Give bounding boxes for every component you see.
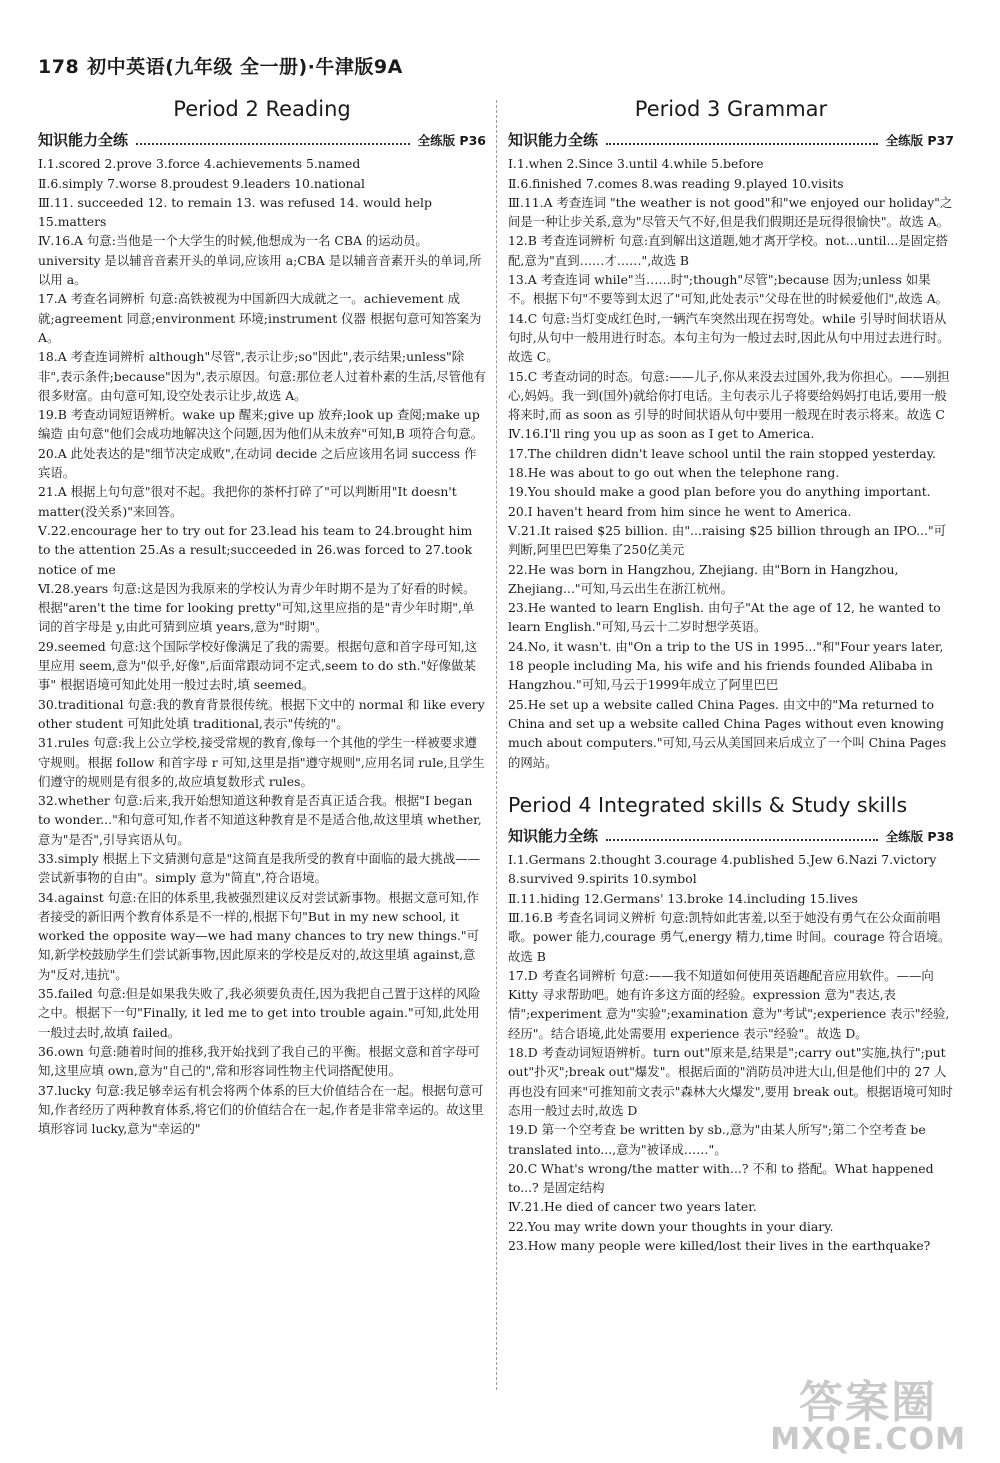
answer-line: 17.The children didn't leave school until the rain stopped yesterday. bbox=[508, 445, 936, 461]
watermark-url: MXQE.COM bbox=[770, 1422, 966, 1457]
answer-line: Ⅰ.1.Germans 2.thought 3.courage 4.published 5.Jew 6.Nazi 7.victory 8.survived 9.spirits 10.symbol bbox=[508, 852, 937, 887]
answer-line: Ⅱ.6.finished 7.comes 8.was reading 9.played 10.visits bbox=[508, 175, 844, 191]
answer-line: 21.A 根据上句句意"很对不起。我把你的茶杯打碎了"可以判断用"It doesn't matter(没关系)"来回答。 bbox=[38, 484, 457, 519]
answer-line: Ⅲ.11.A 考查连词 "the weather is not good"和"we enjoyed our holiday"之间是一种让步关系,意为"尽管天气不好,但是我们假期还是玩得很愉快"。故选 A。 bbox=[508, 194, 953, 230]
section-label: 知识能力全练 bbox=[508, 826, 599, 845]
section-header bbox=[508, 131, 954, 150]
section-header bbox=[508, 827, 954, 846]
answer-line: 32.whether 句意:后来,我开始想知道这种教育是否真正适合我。根据"I began to wonder..."和句意可知,作者不知道这种教育是不是适合他,故这里填 whether,意为"是否",引导宾语从句。 bbox=[38, 793, 482, 847]
dotted-leader bbox=[606, 133, 878, 145]
answer-line: Ⅳ.16.A 句意:当他是一个大学生的时候,他想成为一名 CBA 的运动员。university 是以辅音音素开头的单词,应该用 a;CBA 是以辅音音素开头的单词,所以用 a。 bbox=[38, 233, 482, 288]
answer-list bbox=[508, 850, 954, 1255]
answer-line: 18.He was about to go out when the telephone rang. bbox=[508, 465, 840, 481]
answer-line: 31.rules 句意:我上公立学校,接受常规的教育,像每一个其他的学生一样被要求遵守规则。根据 follow 和首字母 r 可知,这里是指"遵守规则",应用名词 rule,且学生们遵守的规则是有很多的,故应填复数形式 rules。 bbox=[38, 735, 485, 789]
answer-line: 29.seemed 句意:这个国际学校好像满足了我的需要。根据句意和首字母可知,这里应用 seem,意为"似乎,好像",后面常跟动词不定式,seem to do sth."好像做某事" 根据语境可知此处用一般过去时,填 seemed。 bbox=[38, 638, 478, 693]
answer-line: Ⅴ.21.It raised $25 billion. 由"...raising $25 billion through an IPO..."可判断,阿里巴巴筹集了250亿美元 bbox=[508, 522, 947, 558]
period-3-title: Period 3 Grammar bbox=[634, 97, 828, 121]
left-column bbox=[38, 92, 486, 1138]
section-header bbox=[38, 131, 486, 150]
section-label: 知识能力全练 bbox=[508, 131, 599, 149]
book-title: 初中英语(九年级 全一册)·牛津版9A bbox=[87, 56, 403, 78]
answer-line: 23.How many people were killed/lost their lives in the earthquake? bbox=[508, 1238, 931, 1254]
answer-line: 20.C What's wrong/the matter with...? 不和 to 搭配。What happened to...? 是固定结构 bbox=[508, 1160, 934, 1196]
answer-line: 17.A 考查名词辨析 句意:高铁被视为中国新四大成就之一。achievement 成就;agreement 同意;environment 环境;instrument 仪器 根据句意可知答案为 A。 bbox=[38, 291, 482, 345]
answer-line: 37.lucky 句意:我足够幸运有机会将两个体系的巨大价值结合在一起。根据句意可知,作者经历了两种教育体系,将它们的价值结合在一起,作者是非常幸运的。故这里填形容词 lucky,意为"幸运的" bbox=[38, 1082, 484, 1137]
answer-line: 19.D 第一个空考查 be written by sb.,意为"由某人所写";第二个空考查 be translated into...,意为"被译成……"。 bbox=[508, 1122, 926, 1157]
period-4-title: Period 4 Integrated skills & Study skills bbox=[508, 792, 908, 817]
right-column bbox=[508, 92, 954, 1255]
page-number: 178 bbox=[38, 56, 80, 78]
answer-list bbox=[508, 154, 954, 772]
answer-line: 33.simply 根据上下文猜测句意是"这简直是我所受的教育中面临的最大挑战——尝试新事物的自由"。simply 意为"简直",符合语境。 bbox=[38, 850, 481, 886]
answer-line: Ⅴ.22.encourage her to try out for 23.lead his team to 24.brought him to the attention 25.As a result;succeeded in 26.was forced to 27.took notice of me bbox=[38, 522, 473, 577]
answer-line: 13.A 考查连词 while"当……时";though"尽管";because 因为;unless 如果不。根据下句"不要等到太迟了"可知,此处表示"父母在世的时候爱他们",故选 A。 bbox=[508, 272, 949, 307]
answer-line: 24.No, it wasn't. 由"On a trip to the US in 1995..."和"Four years later, 18 people including Ma, his wife and his friends founded Alibaba in Hangzhou."可知,马云于1999年成立了阿里巴巴 bbox=[508, 638, 944, 693]
section-ref: 全练版 P37 bbox=[885, 133, 954, 148]
section-ref: 全练版 P38 bbox=[885, 828, 954, 844]
answer-line: 34.against 句意:在旧的体系里,我被强烈建议反对尝试新事物。根据文意可知,作者接受的新旧两个教育体系是不一样的,根据下句"But in my new school, it worked the opposite way—we had many chances to try new things."可知,新学校鼓励学生们尝试新事物,因此原来的学校是反对的,故这里填 against,意为"反对,违抗"。 bbox=[38, 889, 480, 982]
answer-line: 12.B 考查连词辨析 句意:直到解出这道题,她才离开学校。not...until...是固定搭配,意为"直到……才……",故选 B bbox=[508, 233, 948, 268]
answer-line: 19.B 考查动词短语辨析。wake up 醒来;give up 放弃;look up 查阅;make up 编造 由句意"他们会成功地解决这个问题,因为他们从未放弃"可知,B 项符合句意。 bbox=[38, 407, 484, 442]
section-ref: 全练版 P36 bbox=[417, 133, 486, 148]
answer-line: Ⅲ.11. succeeded 12. to remain 13. was refused 14. would help bbox=[38, 194, 432, 210]
answer-line: 22.You may write down your thoughts in your diary. bbox=[508, 1218, 834, 1234]
watermark-logo bbox=[770, 1377, 966, 1457]
answer-line: 18.A 考查连词辨析 although"尽管",表示让步;so"因此",表示结果;unless"除非",表示条件;because"因为",表示原因。句意:那位老人过着朴素的生活,尽管他有很多财富。由句意可知,设空处表示让步,故选 A。 bbox=[38, 349, 486, 403]
answer-line: Ⅳ.16.I'll ring you up as soon as I get to America. bbox=[508, 426, 815, 442]
answer-line: 36.own 句意:随着时间的推移,我开始找到了我自己的平衡。根据文意和首字母可知,这里应填 own,意为"自己的",常和形容词性物主代词搭配使用。 bbox=[38, 1043, 480, 1079]
answer-list bbox=[38, 154, 486, 1138]
answer-line: 14.C 句意:当灯变成红色时,一辆汽车突然出现在拐弯处。while 引导时间状语从句时,从句中一般用进行时态。本句主句为一般过去时,因此从句中用过去进行时。故选 C。 bbox=[508, 310, 950, 365]
answer-line: 22.He was born in Hangzhou, Zhejiang. 由"Born in Hangzhou, Zhejiang..."可知,马云出生在浙江杭州。 bbox=[508, 561, 899, 596]
answer-line: 23.He wanted to learn English. 由句子"At the age of 12, he wanted to learn English."可知,马云十二岁时想学英语。 bbox=[508, 600, 941, 635]
answer-line: 25.He set up a website called China Pages. 由文中的"Ma returned to China and set up a website called China Pages without even knowing much about computers."可知,马云从美国回来后成立了一个叫 China Pages 的网站。 bbox=[508, 696, 947, 770]
answer-line: 30.traditional 句意:我的教育背景很传统。根据下文中的 normal 和 like every other student 可知此处填 traditional,表示"传统的"。 bbox=[38, 696, 485, 731]
answer-line: 15.matters bbox=[38, 214, 107, 230]
answer-line: Ⅵ.28.years 句意:这是因为我原来的学校认为青少年时期不是为了好看的时候。根据"aren't the time for looking pretty"可知,这里应指的是"青少年时期",单词的首字母是 y,由此可猜到应填 years,意为"时期"。 bbox=[38, 580, 476, 635]
watermark-text: 答案圈 bbox=[799, 1377, 938, 1428]
answer-line: 18.D 考查动词短语辨析。turn out"原来是,结果是";carry out"实施,执行";put out"扑灭";break out"爆发"。根据后面的"消防员冲进大山,但是他们中的 27 人再也没有回来"可推知前文表示"森林大火爆发",要用 break out。根据语境可知时态用一般过去时,故选 D bbox=[508, 1045, 953, 1118]
answer-line: Ⅰ.1.scored 2.prove 3.force 4.achievements 5.named bbox=[38, 156, 361, 172]
answer-line: Ⅲ.16.B 考查名词词义辨析 句意:凯特如此害羞,以至于她没有勇气在公众面前唱歌。power 能力,courage 勇气,energy 精力,time 时间。courage 符合语境。故选 B bbox=[508, 909, 951, 964]
answer-line: Ⅱ.6.simply 7.worse 8.proudest 9.leaders 10.national bbox=[38, 175, 365, 191]
answer-line: Ⅰ.1.when 2.Since 3.until 4.while 5.before bbox=[508, 156, 764, 172]
dotted-leader bbox=[136, 133, 410, 145]
answer-line: Ⅱ.11.hiding 12.Germans' 13.broke 14.including 15.lives bbox=[508, 890, 858, 906]
dotted-leader bbox=[606, 829, 878, 841]
section-label: 知识能力全练 bbox=[38, 131, 129, 149]
answer-line: 20.A 此处表达的是"细节决定成败",在动词 decide 之后应该用名词 success 作宾语。 bbox=[38, 445, 477, 481]
answer-line: 15.C 考查动词的时态。句意:——儿子,你从来没去过国外,我为你担心。——别担心,妈妈。我一到(国外)就给你打电话。主句表示儿子将要给妈妈打电话,要用一般将来时,而 as soon as 引导的时间状语从句中要用一般现在时表示将来。故选 C bbox=[508, 368, 950, 423]
answer-line: Ⅳ.21.He died of cancer two years later. bbox=[508, 1199, 757, 1215]
answer-line: 17.D 考查名词辨析 句意:——我不知道如何使用英语趣配音应用软件。——向 Kitty 寻求帮助吧。她有许多这方面的经验。expression 意为"表达,表情";experiment 意为"实验";examination 意为"考试";experience 表示"经验,经历"。结合语境,此处需要用 experience 表示"经验"。故选 D。 bbox=[508, 967, 950, 1041]
column-divider bbox=[496, 100, 497, 1390]
answer-line: 20.I haven't heard from him since he went to America. bbox=[508, 503, 852, 519]
page-header bbox=[38, 52, 403, 79]
period-2-title: Period 2 Reading bbox=[173, 97, 351, 121]
answer-line: 35.failed 句意:但是如果我失败了,我必须要负责任,因为我把自己置于这样的风险之中。根据下一句"Finally, it led me to get into trouble again."可知,此处用一般过去时,故填 failed。 bbox=[38, 986, 481, 1040]
answer-line: 19.You should make a good plan before you do anything important. bbox=[508, 484, 931, 500]
